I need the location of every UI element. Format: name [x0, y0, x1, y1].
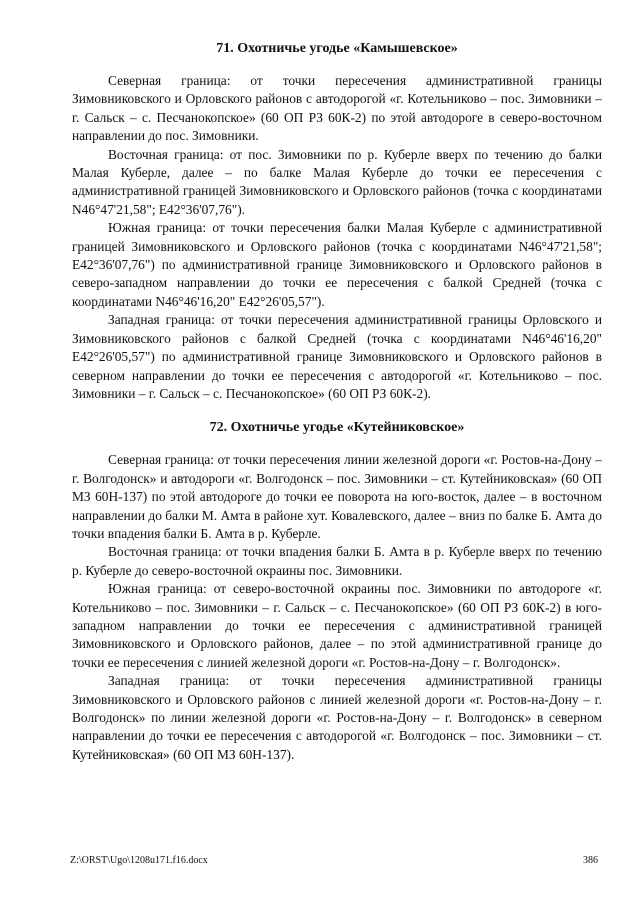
- section-71: [72, 40, 602, 403]
- footer-file-path: Z:\ORST\Ugo\1208u171.f16.docx: [70, 855, 208, 866]
- paragraph-east-border: Восточная граница: от точки впадения балки Б. Амта в р. Куберле вверх по течению р. Куберле до северо-восточной окраины пос. Зимовники.: [72, 544, 602, 578]
- page-footer: [70, 855, 598, 867]
- footer-page-number: 386: [583, 855, 598, 866]
- paragraph-west-border: Западная граница: от точки пересечения административной границы Орловского и Зимовниковского районов с балкой Средней (точка с координатами N46°46'16,20" E42°26'05,57") по административной границе Зимовниковского и Орловского районов в северном направлении до точки ее пересечения с автодорогой «г. Котельниково – пос. Зимовники – г. Сальск – с. Песчанокопское» (60 ОП РЗ 60К-2).: [72, 312, 602, 401]
- paragraph-south-border: Южная граница: от северо-восточной окраины пос. Зимовники по автодороге «г. Котельниково – пос. Зимовники – г. Сальск – с. Песчанокопское» (60 ОП РЗ 60К-2) в юго-западном направлении до точки ее пересечения с административной границей Зимовниковского и Орловского районов, далее – по этой административной границе до точки ее пересечения с линией железной дороги «г. Ростов-на-Дону – г. Волгодонск».: [72, 581, 602, 670]
- paragraph-north-border: Северная граница: от точки пересечения линии железной дороги «г. Ростов-на-Дону – г. Волгодонск» и автодороги «г. Волгодонск – пос. Зимовники – ст. Кутейниковская» (60 ОП МЗ 60Н-137) по этой автодороге до точки ее поворота на юго-восток, далее – в восточном направлении до балки М. Амта в районе хут. Ковалевского, далее – вниз по балке Б. Амта до точки впадения балки Б. Амта в р. Куберле.: [72, 452, 602, 541]
- paragraph-west-border: Западная граница: от точки пересечения административной границы Зимовниковского и Орловского районов с линией железной дороги «г. Ростов-на-Дону – г. Волгодонск» по линии железной дороги «г. Ростов-на-Дону – г. Волгодонск» в северном направлении до точки ее пересечения с автодорогой «г. Волгодонск – пос. Зимовники – ст. Кутейниковская» (60 ОП МЗ 60Н-137).: [72, 673, 602, 762]
- section-title: 71. Охотничье угодье «Камышевское»: [216, 41, 458, 56]
- section-title: 72. Охотничье угодье «Кутейниковское»: [209, 420, 465, 436]
- paragraph-north-border: Северная граница: от точки пересечения административной границы Зимовниковского и Орловского районов с автодорогой «г. Котельниково – пос. Зимовники – г. Сальск – с. Песчанокопское» (60 ОП РЗ 60К-2) по этой автодороге в северо-восточном направлении до пос. Зимовники.: [72, 73, 602, 144]
- paragraph-south-border: Южная граница: от точки пересечения балки Малая Куберле с административной границей Зимовниковского и Орловского районов (точка с координатами N46°47'21,58"; E42°36'07,76") по административной границе Зимовниковского и Орловского районов в северо-западном направлении до точки ее пересечения с балкой Средней (точка с координатами N46°46'16,20" E42°26'05,57").: [72, 220, 602, 309]
- section-spacer: [72, 403, 602, 419]
- section-72: [72, 419, 602, 764]
- document-page: [72, 40, 602, 764]
- paragraph-east-border: Восточная граница: от пос. Зимовники по р. Куберле вверх по течению до балки Малая Куберле, далее – по балке Малая Куберле до точки ее пересечения с административной границей Зимовниковского и Орловского районов (точка с координатами N46°47'21,58"; E42°36'07,76").: [72, 146, 602, 217]
